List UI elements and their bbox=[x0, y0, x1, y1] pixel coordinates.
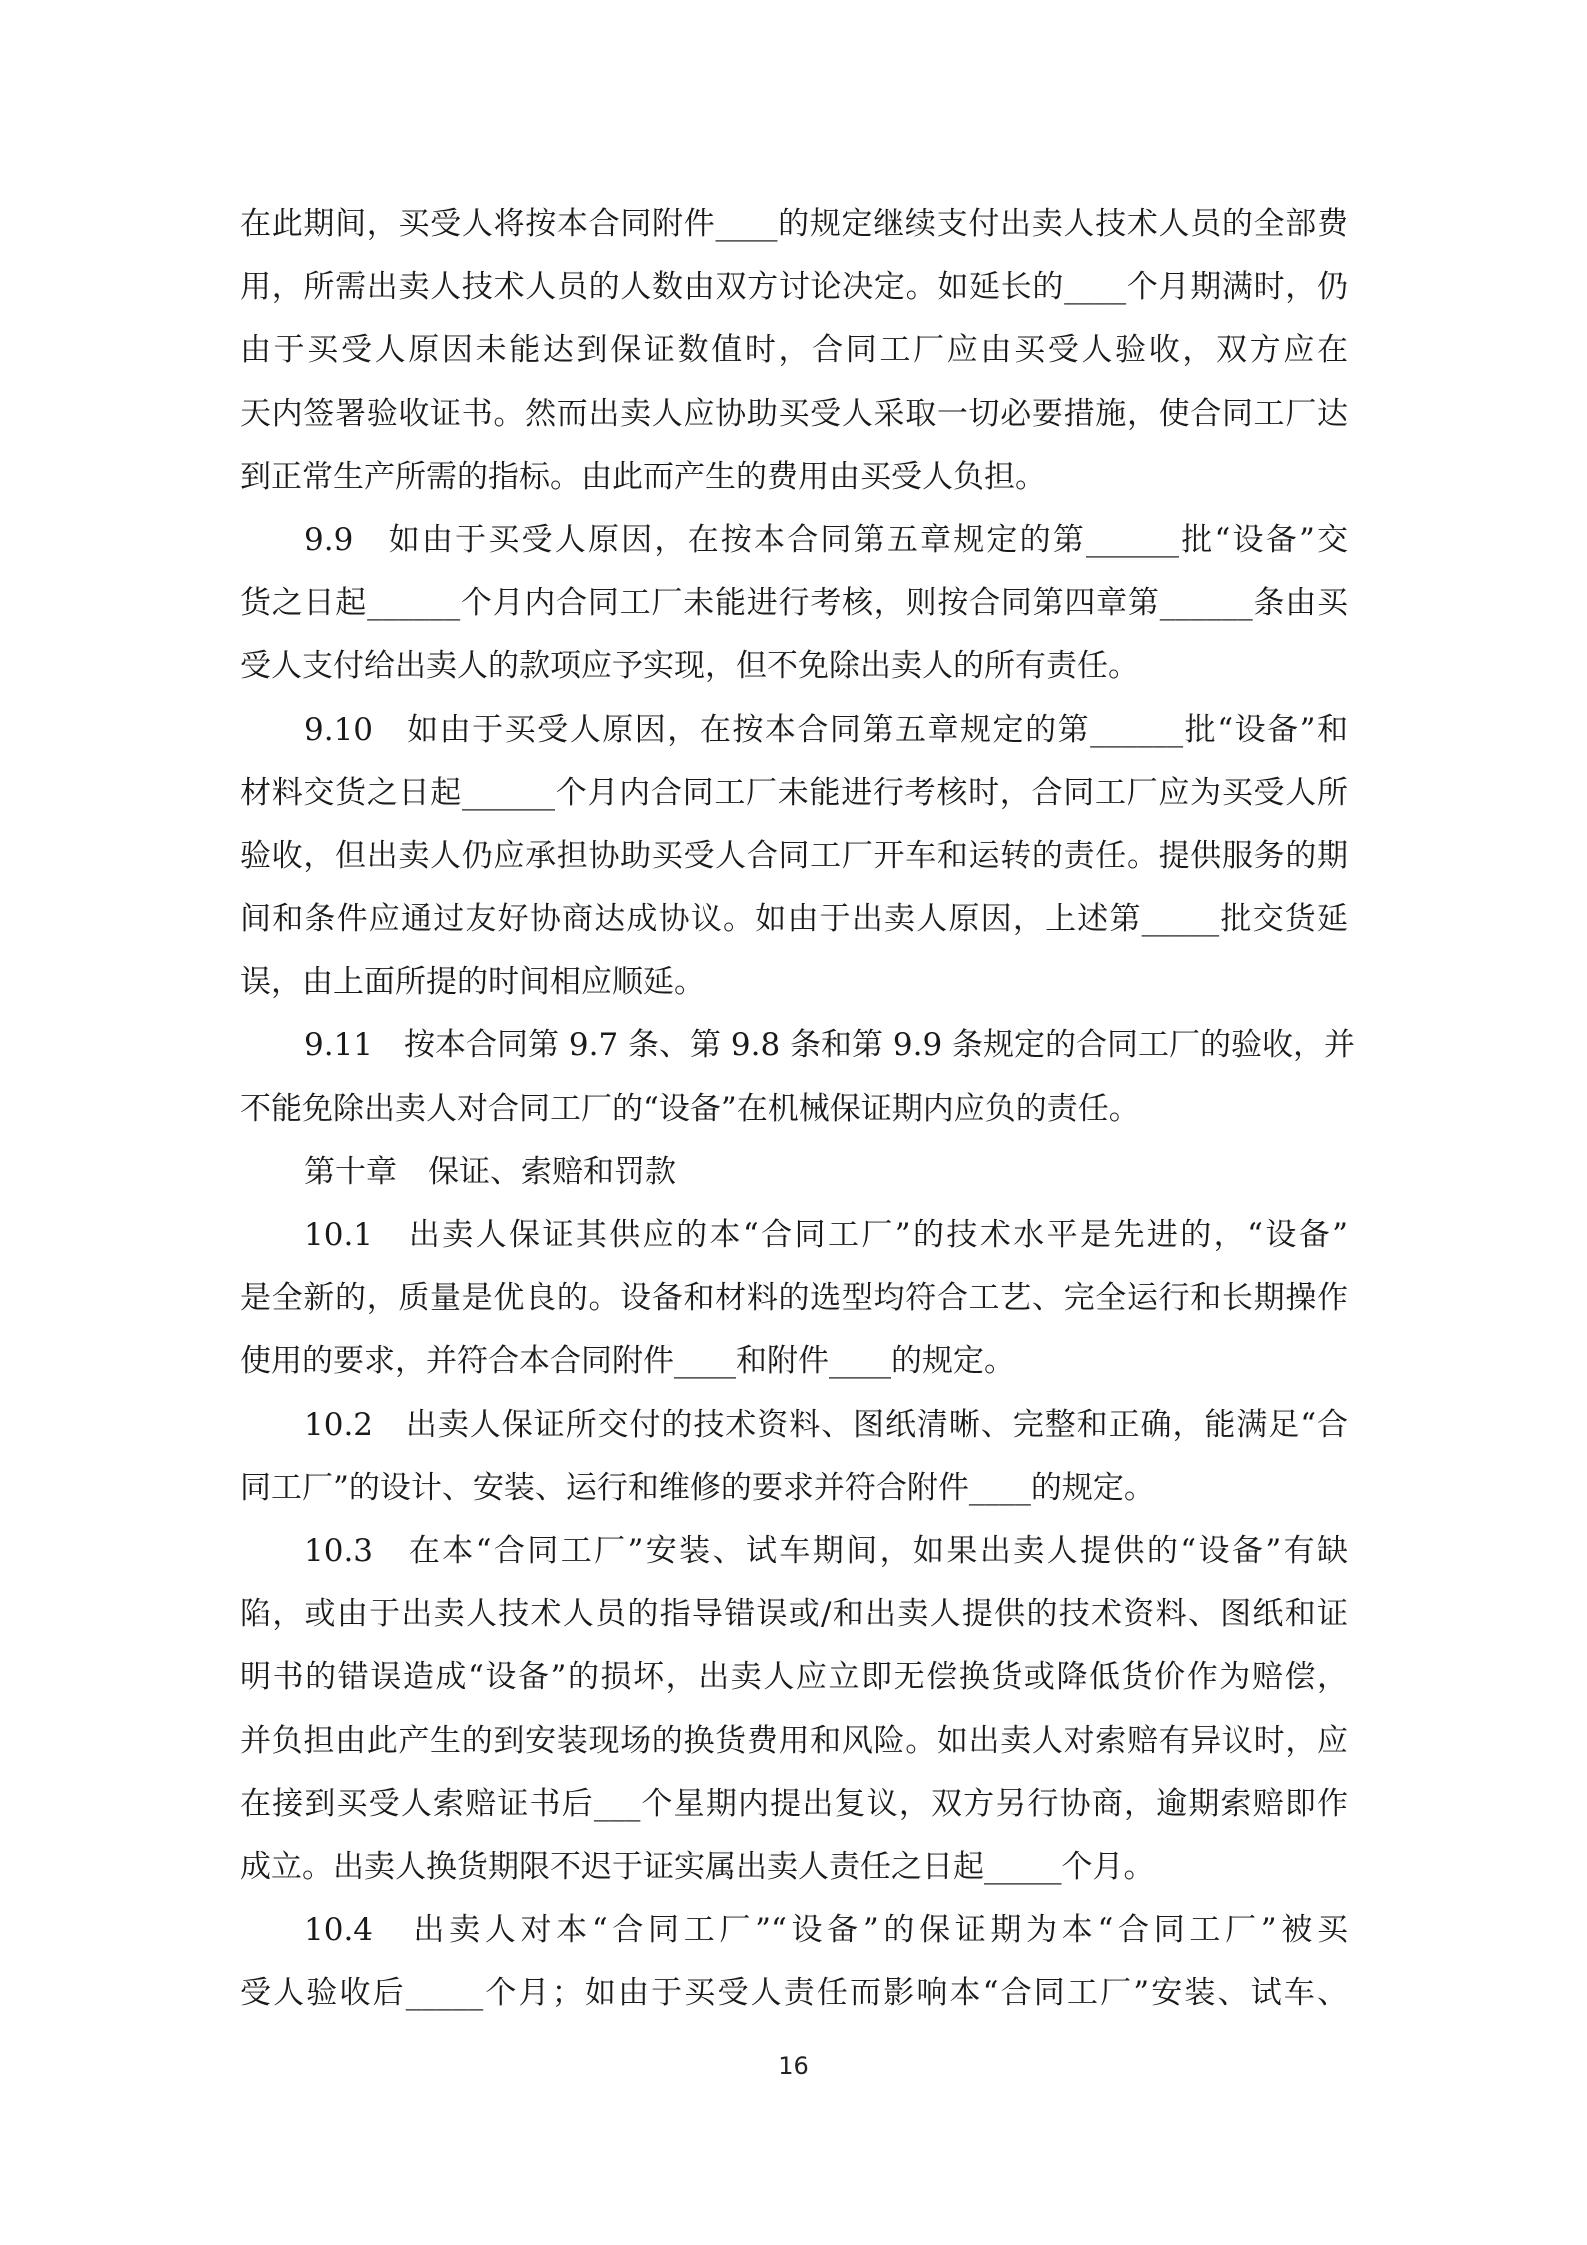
chapter-heading: 第十章 保证、索赔和罚款 bbox=[304, 1153, 676, 1190]
clause-10-4-line: 10.4 出卖人对本“合同工厂”“设备”的保证期为本“合同工厂”被买 bbox=[304, 1912, 1348, 1949]
paragraph-line: 由于买受人原因未能达到保证数值时，合同工厂应由买受人验收，双方应在 bbox=[240, 332, 1348, 369]
paragraph-line: 是全新的，质量是优良的。设备和材料的选型均符合工艺、完全运行和长期操作 bbox=[240, 1280, 1348, 1317]
clause-9-10-line: 9.10 如由于买受人原因，在按本合同第五章规定的第______批“设备”和 bbox=[304, 711, 1348, 748]
paragraph-line: 在此期间，买受人将按本合同附件____的规定继续支付出卖人技术人员的全部费 bbox=[240, 206, 1348, 242]
paragraph-line: 并负担由此产生的到安装现场的换货费用和风险。如出卖人对索赔有异议时，应 bbox=[240, 1722, 1348, 1759]
paragraph-line: 货之日起______个月内合同工厂未能进行考核，则按合同第四章第______条由买 bbox=[240, 585, 1348, 622]
paragraph-line: 使用的要求，并符合本合同附件____和附件____的规定。 bbox=[240, 1343, 1015, 1380]
paragraph-line: 在接到买受人索赔证书后___个星期内提出复议，双方另行协商，逾期索赔即作 bbox=[240, 1785, 1348, 1822]
page-number: 16 bbox=[778, 2052, 809, 2080]
clause-10-1-line: 10.1 出卖人保证其供应的本“合同工厂”的技术水平是先进的，“设备” bbox=[304, 1217, 1348, 1253]
paragraph-line: 验收，但出卖人仍应承担协助买受人合同工厂开车和运转的责任。提供服务的期 bbox=[240, 837, 1348, 874]
paragraph-line: 误，由上面所提的时间相应顺延。 bbox=[240, 964, 705, 1001]
paragraph-line: 受人验收后_____个月；如由于买受人责任而影响本“合同工厂”安装、试车、 bbox=[240, 1975, 1348, 2012]
document-body bbox=[240, 193, 1356, 2025]
paragraph-line: 受人支付给出卖人的款项应予实现，但不免除出卖人的所有责任。 bbox=[240, 648, 1139, 685]
paragraph-line: 成立。出卖人换货期限不迟于证实属出卖人责任之日起_____个月。 bbox=[240, 1848, 1155, 1885]
paragraph-line: 天内签署验收证书。然而出卖人应协助买受人采取一切必要措施，使合同工厂达 bbox=[240, 395, 1348, 432]
paragraph-line: 用，所需出卖人技术人员的人数由双方讨论决定。如延长的____个月期满时，仍 bbox=[240, 269, 1348, 306]
paragraph-line: 不能免除出卖人对合同工厂的“设备”在机械保证期内应负的责任。 bbox=[240, 1090, 1140, 1127]
clause-10-3-line: 10.3 在本“合同工厂”安装、试车期间，如果出卖人提供的“设备”有缺 bbox=[304, 1532, 1348, 1569]
paragraph-line: 到正常生产所需的指标。由此而产生的费用由买受人负担。 bbox=[240, 458, 1046, 495]
paragraph-line: 陷，或由于出卖人技术人员的指导错误或/和出卖人提供的技术资料、图纸和证 bbox=[240, 1596, 1348, 1633]
clause-9-11-line: 9.11 按本合同第 9.7 条、第 9.8 条和第 9.9 条规定的合同工厂的验收，并 bbox=[304, 1027, 1356, 1064]
paragraph-line: 明书的错误造成“设备”的损坏，出卖人应立即无偿换货或降低货价作为赔偿， bbox=[240, 1659, 1348, 1696]
paragraph-line: 同工厂”的设计、安装、运行和维修的要求并符合附件____的规定。 bbox=[240, 1469, 1155, 1506]
clause-9-9-line: 9.9 如由于买受人原因，在按本合同第五章规定的第______批“设备”交 bbox=[304, 521, 1348, 558]
paragraph-line: 间和条件应通过友好协商达成协议。如由于出卖人原因，上述第_____批交货延 bbox=[240, 901, 1348, 938]
clause-10-2-line: 10.2 出卖人保证所交付的技术资料、图纸清晰、完整和正确，能满足“合 bbox=[304, 1406, 1348, 1443]
paragraph-line: 材料交货之日起______个月内合同工厂未能进行考核时，合同工厂应为买受人所 bbox=[240, 774, 1348, 811]
